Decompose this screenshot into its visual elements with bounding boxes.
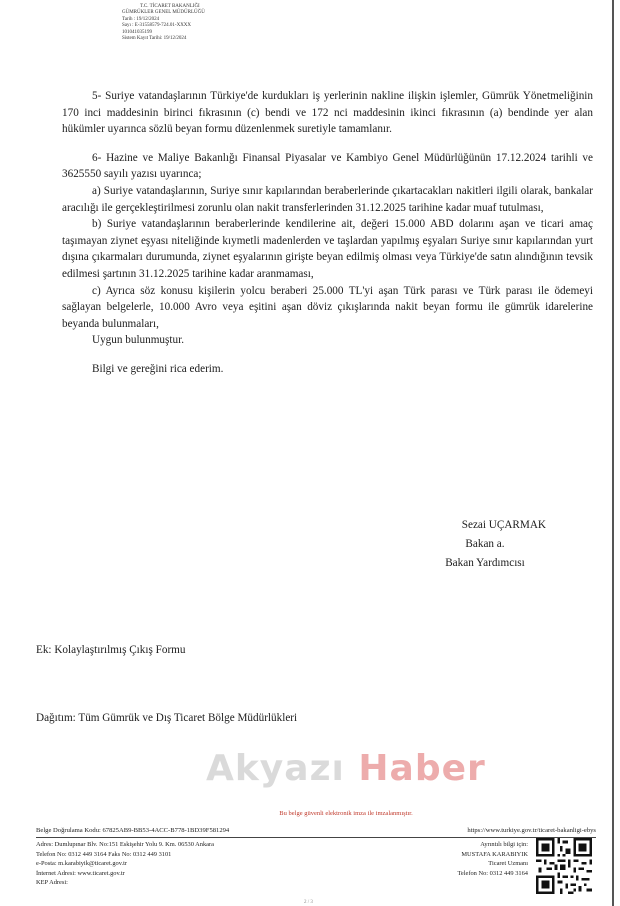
attachment-line: Ek: Kolaylaştırılmış Çıkış Formu: [36, 644, 186, 656]
stamp-code: 101041035199: [122, 29, 152, 35]
signature-block: [420, 516, 550, 573]
registry-stamp: [122, 4, 282, 42]
closing-line: Bilgi ve gereğini rica ederim.: [92, 362, 224, 375]
stamp-ministry: T.C. TİCARET BAKANLIĞI: [140, 4, 200, 9]
signatory-title: Bakan Yardımcısı: [445, 557, 525, 569]
info-phone: Telefon No: 0312 449 3164: [457, 869, 528, 877]
watermark: [206, 748, 506, 789]
page-number: 2 / 3: [304, 900, 313, 905]
paragraph-5: 5- Suriye vatandaşlarının Türkiye'de kurdukları iş yerlerinin nakline ilişkin işlemler, Gümrük Yönetmeliğinin 170 inci maddesinin birinci fıkrasının (c) bendi ve 172 nci maddesinin ikinci fıkrasının (a) bendinde yer alan hükümler uyarınca sözlü beyan formu düzenlenmek suretiyle tamamlanır.: [62, 90, 593, 136]
footer-phone: Telefon No: 0312 449 3164 Faks No: 0312 449 3101: [36, 850, 172, 858]
info-name: MUSTAFA KARABIYIK: [461, 850, 528, 858]
esignature-note: Bu belge güvenli elektronik imza ile imzalanmıştır.: [279, 810, 413, 817]
info-label: Ayrıntılı bilgi için:: [480, 841, 528, 848]
verify-code: Belge Doğrulama Kodu: 67825AB9-BB53-4ACC-B778-1BD39F581294: [36, 827, 230, 834]
footer-info: [400, 840, 528, 878]
footer-web[interactable]: İnternet Adresi: www.ticaret.gov.tr: [36, 869, 125, 877]
distribution-line: Dağıtım: Tüm Gümrük ve Dış Ticaret Bölge Müdürlükleri: [36, 712, 298, 724]
watermark-part2: Haber: [358, 748, 486, 789]
paragraph-6a: a) Suriye vatandaşlarının, Suriye sınır kapılarından beraberlerinde çıkartacakları nakitleri ilgili olarak, bankalar aracılığı ile gerçekleştirilmesi zorunlu olan nakit transferlerinden 31.12.2025 tarihine kadar muaf tutulması,: [62, 184, 593, 214]
footer-kep: KEP Adresi:: [36, 879, 68, 887]
footer-contact: [36, 840, 356, 888]
stamp-date: Tarih : 19/12/2024: [122, 16, 160, 22]
footer-divider: [36, 837, 596, 838]
info-title: Ticaret Uzmanı: [488, 860, 528, 868]
qr-code-icon: [536, 838, 592, 894]
stamp-number: Sayı : E-31558579-724.01-XXXX: [122, 23, 192, 29]
signatory-on-behalf: Bakan a.: [465, 538, 505, 550]
footer-email[interactable]: e-Posta: m.karabiyik@ticaret.gov.tr: [36, 860, 128, 868]
watermark-part1: Akyazı: [206, 748, 345, 789]
signatory-name: Sezai UÇARMAK: [461, 519, 546, 531]
verify-url[interactable]: https://www.turkiye.gov.tr/ticaret-bakanligi-ebys: [467, 827, 596, 834]
stamp-directorate: GÜMRÜKLER GENEL MÜDÜRLÜĞÜ: [122, 10, 205, 16]
footer-verify-row: [36, 827, 596, 834]
document-body: [62, 88, 593, 378]
footer-address: Adres: Dumlupınar Blv. No:151 Eskişehir Yolu 9. Km. 06530 Ankara: [36, 841, 214, 848]
paragraph-6: 6- Hazine ve Maliye Bakanlığı Finansal Piyasalar ve Kambiyo Genel Müdürlüğünün 17.12.2024 tarihli ve 3625550 sayılı yazısı uyarınca;: [62, 151, 593, 181]
stamp-system-date: Sistem Kayıt Tarihi: 19/12/2024: [122, 36, 187, 42]
approval-line: Uygun bulunmuştur.: [92, 334, 184, 347]
paragraph-6c: c) Ayrıca söz konusu kişilerin yolcu beraberi 25.000 TL'yi aşan Türk parası ve Türk parası ile ödemeyi sağlayan belgelerle, 10.000 Avro veya eşitini aşan döviz çıkışlarında nakit beyan formu ile gümrük idarelerine beyanda bulunmaları,: [62, 284, 593, 330]
paragraph-6b: b) Suriye vatandaşlarının beraberlerinde kendilerine ait, değeri 15.000 ABD dolarını aşan ve ticari amaç taşımayan ziynet eşyası niteliğinde kıymetli madenlerden ve taşlardan yapılmış eşyaları Suriye sınır kapılarından yurt dışına çıkarmaları durumunda, ziynet eşyalarının girişte beyan edilmiş olması veya Türkiye'de satın alındığının tevsik edilmesi şartının 31.12.2025 tarihine kadar aranmaması,: [62, 218, 593, 280]
